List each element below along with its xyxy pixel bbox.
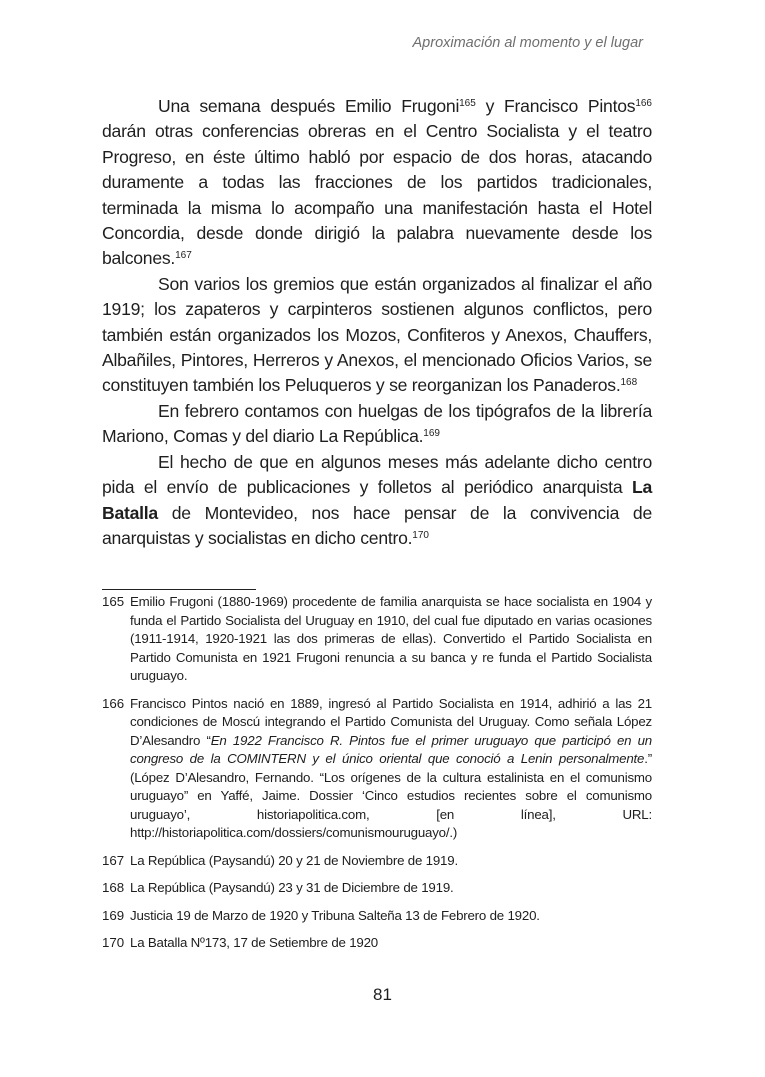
footnote-text-part: Francisco Pintos nació en 1889, ingresó al Partido Socialista en 1914, adhirió a las 21 condiciones de Moscú integrando el Partido Comunista del Uruguay. Como señala López D’Alesandro “ (130, 695, 652, 748)
footnote-number: 166 (102, 695, 125, 711)
paragraph-text: de Montevideo, nos hace pensar de la convivencia de anarquistas y socialistas en dicho centro. (102, 502, 652, 548)
footnote-ref-169[interactable]: 169 (423, 428, 440, 440)
paragraph-text: Una semana después Emilio Frugoni (158, 96, 460, 116)
footnote-separator (102, 589, 256, 590)
page-number: 81 (373, 985, 392, 1004)
paragraph-4 (102, 450, 652, 552)
paragraph-text: En febrero contamos con huelgas de los tipógrafos de la librería Mariono, Comas y del diario La República. (102, 400, 652, 447)
footnote-ref-170[interactable]: 170 (412, 529, 429, 541)
footnote-text: La República (Paysandú) 20 y 21 de Noviembre de 1919. (130, 852, 458, 868)
footnote-number: 168 (102, 880, 125, 895)
footnote-text (130, 695, 652, 843)
footnote-number: 170 (102, 935, 125, 950)
footnote-170 (102, 934, 652, 953)
paragraph-text: y Francisco Pintos (475, 96, 636, 116)
footnote-166 (102, 695, 652, 843)
footnote-text: La Batalla Nº173, 17 de Setiembre de 1920 (130, 935, 378, 950)
footnote-number: 169 (102, 907, 125, 923)
footnote-text: La República (Paysandú) 23 y 31 de Diciembre de 1919. (130, 880, 454, 895)
footnotes (102, 593, 652, 962)
footnote-text-part: .” (López D’Alesandro, Fernando. “Los orígenes de la cultura estalinista en el comunismo uruguayo” en Yaffé, Jaime. Dossier ‘Cinco estudios recientes sobre el comunismo uruguayo’, historiapolitica.com, [en línea], URL: http://historiapolitica.com/dossiers/comunismouruguayo/.) (130, 751, 652, 840)
footnote-text: Emilio Frugoni (1880-1969) procedente de familia anarquista se hace socialista en 1904 y funda el Partido Socialista del Uruguay en 1910, del cual fue diputado en varias ocasiones (1911-1914, 1920-1921 las dos primeras de ellas). Convertido el Partido Socialista en Partido Comunista en 1921 Frugoni renuncia a su banca y re funda el Partido Socialista uruguayo. (130, 594, 652, 683)
paragraph-text: El hecho de que en algunos meses más adelante dicho centro pida el envío de publicaciones y folletos al periódico anarquista (102, 451, 652, 498)
footnote-ref-165[interactable]: 165 (459, 98, 476, 109)
running-header: Aproximación al momento y el lugar (412, 35, 643, 51)
footnote-text: Justicia 19 de Marzo de 1920 y Tribuna Salteña 13 de Febrero de 1920. (130, 907, 540, 923)
main-text (102, 94, 652, 551)
footnote-169 (102, 907, 652, 926)
bold-title: La Batalla (102, 477, 652, 523)
paragraph-3 (102, 399, 652, 450)
paragraph-text: Son varios los gremios que están organizados al finalizar el año 1919; los zapateros y carpinteros sostienen algunos conflictos, pero también están organizados los Mozos, Confiteros y Anexos, Chauffers, Albañiles, Pintores, Herreros y Anexos, el mencionado Oficios Varios, se constituyen también los Peluqueros y se reorganizan los Panaderos. (102, 273, 652, 396)
footnote-ref-166[interactable]: 166 (635, 98, 652, 109)
footnote-number: 165 (102, 594, 125, 609)
footnote-167 (102, 852, 652, 871)
footnote-168 (102, 879, 652, 898)
paragraph-1 (102, 94, 652, 272)
footnote-165 (102, 593, 652, 686)
footnote-ref-168[interactable]: 168 (620, 377, 638, 389)
footnote-ref-167[interactable]: 167 (175, 250, 192, 262)
footnote-quote: En 1922 Francisco R. Pintos fue el primer uruguayo que participó en un congreso de la COMINTERN y el único oriental que conoció a Lenin personalmente (130, 732, 652, 766)
paragraph-text: darán otras conferencias obreras en el Centro Socialista y el teatro Progreso, en éste último habló por espacio de dos horas, atacando duramente a todas las fracciones de los partidos tradicionales, terminada la misma lo acompaño una manifestación hasta el Hotel Concordia, desde donde dirigió la palabra nuevamente desde los balcones. (102, 121, 652, 269)
paragraph-2 (102, 272, 652, 399)
footnote-number: 167 (102, 852, 125, 868)
